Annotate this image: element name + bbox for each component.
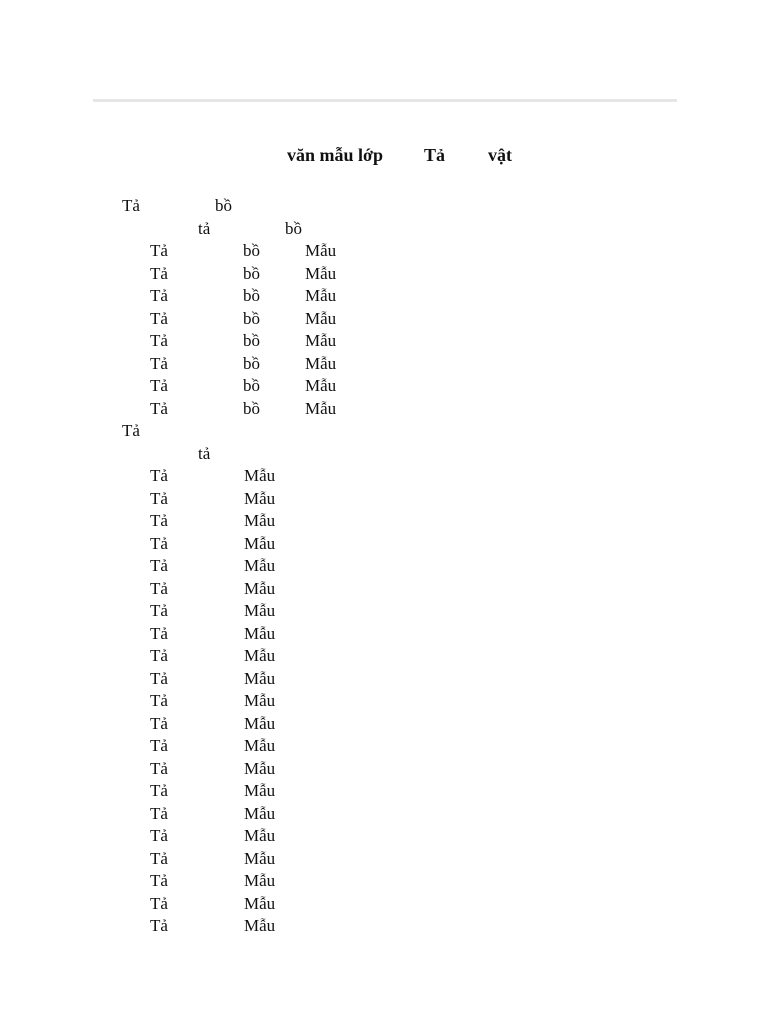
list-item-word: Tả [150,893,168,913]
list-item-word: Mẫu [244,488,276,508]
list-item-word: Tả [150,286,168,305]
list-item-word: Tả [150,871,168,890]
list-item-word: Tả [150,916,168,935]
list-item-word: Mẫu [305,286,337,305]
list-item-word: Tả [150,263,168,283]
list-item-word: Mẫu [244,601,276,620]
section-subheading-word: tả [198,443,211,463]
list-item-word: Mẫu [244,848,276,868]
list-item-word: Tả [150,331,168,350]
list-item-word: Tả [150,623,168,643]
list-item-word: bồ [243,376,260,395]
list-item-word: Mẫu [305,331,337,350]
section-heading-word: bồ [215,196,232,215]
list-item-word: Tả [150,758,168,778]
list-item-word: Tả [150,376,168,395]
list-item-word: Mẫu [244,533,276,553]
list-item-word: bồ [243,308,260,328]
list-item-word: Mẫu [305,308,337,328]
top-divider [93,99,677,102]
list-item-word: bồ [243,331,260,350]
list-item-word: Mẫu [244,803,276,823]
list-item-word: Mẫu [305,241,337,260]
list-item-word: Tả [150,691,168,710]
list-item-word: Mẫu [305,353,337,373]
list-item-word: Tả [150,488,168,508]
list-item-word: Tả [150,646,168,665]
list-item-word: Mẫu [244,646,276,665]
list-item-word: Tả [150,556,168,575]
section-subheading-word: tả [198,218,211,238]
list-item-word: Tả [150,241,168,260]
list-item-word: Tả [150,578,168,598]
list-item-word: Mẫu [244,691,276,710]
list-item-word: Mẫu [305,398,337,418]
list-item-word: Mẫu [244,736,276,755]
list-item-word: Mẫu [305,376,337,395]
list-item-word: Mẫu [244,916,276,935]
section-heading-word: Tả [122,421,140,440]
list-item-word: Tả [150,668,168,688]
list-item-word: Mẫu [305,263,337,283]
list-item-word: Tả [150,848,168,868]
list-item-word: Tả [150,353,168,373]
list-item-word: Mẫu [244,623,276,643]
section-subheading-word: bồ [285,218,302,238]
list-item-word: Tả [150,803,168,823]
list-item-word: Tả [150,511,168,530]
list-item-word: Mẫu [244,713,276,733]
list-item-word: Mẫu [244,556,276,575]
list-item-word: Mẫu [244,511,276,530]
list-item-word: bồ [243,398,260,418]
list-item-word: Tả [150,781,168,800]
document-title-part-1: văn mẫu lớp [287,145,383,165]
document-title-part-2: Tả [424,145,446,165]
list-item-word: Mẫu [244,893,276,913]
list-item-word: Mẫu [244,668,276,688]
section-heading-word: Tả [122,196,140,215]
document-title-part-3: vật [488,145,512,165]
list-item-word: Mẫu [244,758,276,778]
list-item-word: bồ [243,241,260,260]
list-item-word: Tả [150,713,168,733]
list-item-word: Mẫu [244,781,276,800]
list-item-word: Tả [150,466,168,485]
list-item-word: Tả [150,398,168,418]
list-item-word: Mẫu [244,578,276,598]
list-item-word: Tả [150,533,168,553]
list-item-word: Tả [150,601,168,620]
list-item-word: Tả [150,736,168,755]
list-item-word: Mẫu [244,826,276,845]
list-item-word: Mẫu [244,871,276,890]
list-item-word: Tả [150,826,168,845]
list-item-word: Mẫu [244,466,276,485]
list-item-word: Tả [150,308,168,328]
list-item-word: bồ [243,286,260,305]
list-item-word: bồ [243,353,260,373]
list-item-word: bồ [243,263,260,283]
